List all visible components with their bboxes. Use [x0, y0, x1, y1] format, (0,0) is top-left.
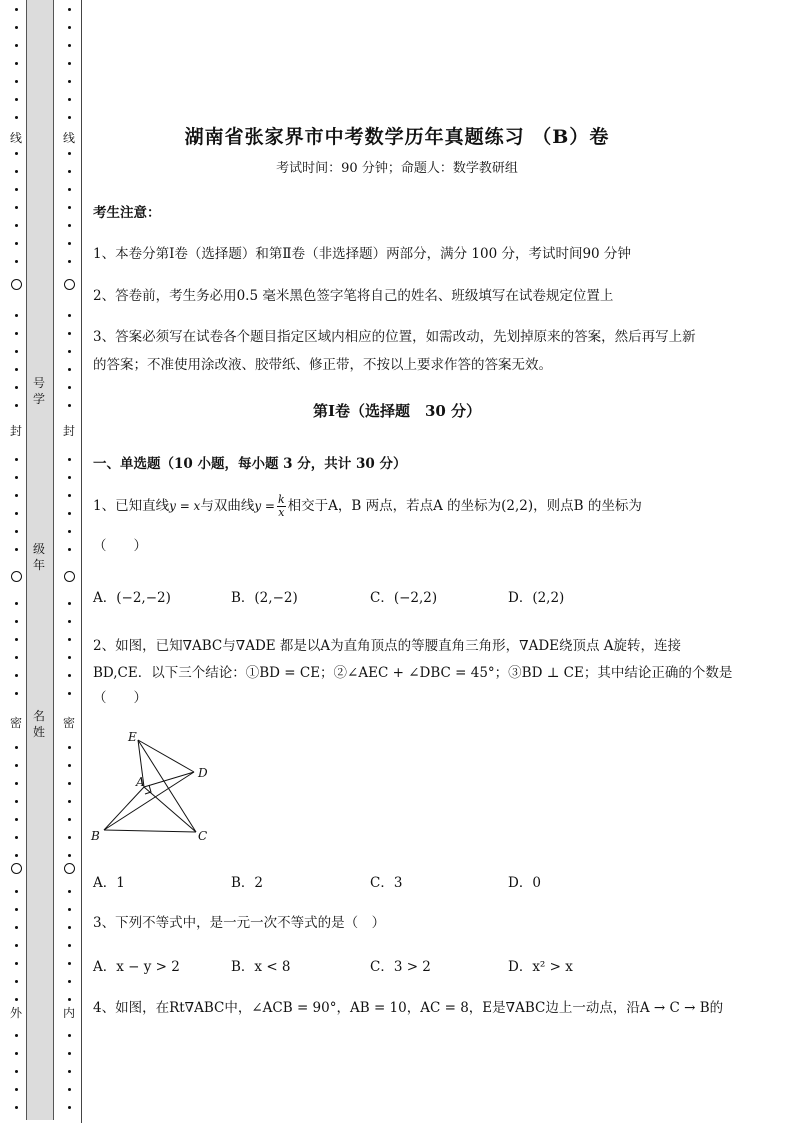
inner-margin-dot	[68, 548, 71, 551]
outer-margin-dot	[15, 8, 18, 11]
inner-margin-dot	[68, 620, 71, 623]
q3-option-a: A．x − y > 2	[93, 959, 180, 975]
inner-margin-dot	[68, 782, 71, 785]
notice-item-1: 1、本卷分第Ⅰ卷（选择题）和第Ⅱ卷（非选择题）两部分，满分 100 分，考试时间90 分钟	[93, 246, 631, 262]
outer-margin-mark: 外	[9, 1006, 22, 1020]
fig-label-C: C	[198, 829, 208, 843]
outer-margin-dot	[15, 890, 18, 893]
inner-margin-dot	[68, 656, 71, 659]
inner-margin-dot	[68, 476, 71, 479]
outer-margin-dot	[15, 260, 18, 263]
q3-text: 3、下列不等式中，是一元一次不等式的是（ ）	[93, 915, 386, 931]
q2-option-a: A．1	[93, 875, 125, 891]
q2-option-b: B．2	[231, 875, 264, 891]
q1-frac-den: x	[278, 506, 285, 519]
outer-margin-dot	[15, 1034, 18, 1037]
outer-margin-dot	[15, 764, 18, 767]
inner-margin-mark: 线	[62, 131, 75, 145]
q1-option-d: D．(2,2)	[508, 590, 565, 606]
outer-margin-dot	[15, 944, 18, 947]
outer-margin-dot	[15, 314, 18, 317]
outer-margin-dot	[15, 782, 18, 785]
inner-margin-dot	[68, 926, 71, 929]
q1-frac-num: k	[277, 493, 285, 506]
outer-margin-dot	[15, 116, 18, 119]
q3-option-c: C．3 > 2	[370, 959, 431, 975]
q2-answer-paren: （ ）	[93, 690, 147, 706]
outer-margin-dot	[15, 242, 18, 245]
inner-margin-dot	[68, 962, 71, 965]
q1-text-b: 与双曲线	[200, 498, 255, 514]
q1-option-a: A．(−2,−2)	[93, 590, 171, 606]
q1-fraction	[277, 494, 286, 519]
notice-item-3: 3、答案必须写在试卷各个题目指定区域内相应的位置，如需改动，先划掉原来的答案，然后再写上新	[93, 329, 696, 345]
inner-margin-dot	[68, 44, 71, 47]
outer-margin-dot	[15, 674, 18, 677]
inner-margin-dot	[68, 674, 71, 677]
outer-margin-dot	[15, 656, 18, 659]
fig-seg-BD	[104, 772, 194, 830]
outer-margin-dot	[15, 980, 18, 983]
outer-margin-dot	[15, 458, 18, 461]
outer-margin-dot	[15, 476, 18, 479]
notice-item-3-cont: 的答案；不准使用涂改液、胶带纸、修正带，不按以上要求作答的答案无效。	[93, 357, 552, 373]
inner-margin-dot	[68, 80, 71, 83]
outer-margin-mark: 封	[9, 424, 22, 438]
outer-margin-dot	[15, 386, 18, 389]
inner-margin-dot	[68, 1106, 71, 1109]
inner-margin-dot	[68, 764, 71, 767]
outer-margin-dot	[15, 926, 18, 929]
outer-margin-dot	[15, 746, 18, 749]
question-1	[93, 494, 642, 519]
fig-label-B: B	[91, 829, 100, 843]
q3-option-d: D．x² > x	[508, 959, 573, 975]
inner-margin-mark: 密	[62, 716, 75, 730]
exam-subtitle: 考试时间：90 分钟；命题人：数学教研组	[276, 161, 518, 176]
outer-margin-dot	[15, 26, 18, 29]
field-label-student-no: 号学	[32, 376, 45, 406]
outer-margin-dot	[15, 908, 18, 911]
inner-margin-dot	[68, 116, 71, 119]
outer-margin-dot	[15, 638, 18, 641]
inner-margin-dot	[68, 62, 71, 65]
q1-eq-hyperbola: y =	[254, 499, 275, 513]
inner-margin-dot	[68, 152, 71, 155]
q1-answer-paren: （ ）	[93, 538, 147, 554]
outer-margin-circle-mark	[11, 571, 22, 582]
fig-label-A: A	[136, 775, 145, 789]
section-title: 第Ⅰ卷（选择题 30 分）	[312, 402, 482, 420]
q1-option-c: C．(−2,2)	[370, 590, 438, 606]
outer-margin-dot	[15, 818, 18, 821]
inner-margin-dot	[68, 692, 71, 695]
inner-margin-dot	[68, 980, 71, 983]
outer-margin-dot	[15, 602, 18, 605]
outer-margin-dot	[15, 62, 18, 65]
outer-margin-mark: 线	[9, 131, 22, 145]
inner-margin-dot	[68, 818, 71, 821]
q1-option-b: B．(2,−2)	[231, 590, 298, 606]
outer-margin-dot	[15, 1088, 18, 1091]
inner-margin-dot	[68, 512, 71, 515]
outer-margin-dot	[15, 692, 18, 695]
outer-margin-dot	[15, 98, 18, 101]
outer-margin-dot	[15, 80, 18, 83]
inner-margin-dot	[68, 1034, 71, 1037]
outer-margin-dot	[15, 224, 18, 227]
outer-margin-dot	[15, 350, 18, 353]
field-label-name: 名姓	[32, 709, 45, 739]
notice-item-2: 2、答卷前，考生务必用0.5 毫米黑色签字笔将自己的姓名、班级填写在试卷规定位置上	[93, 288, 614, 304]
inner-margin-dot	[68, 206, 71, 209]
outer-margin-mark: 密	[9, 716, 22, 730]
q2-option-d: D．0	[508, 875, 541, 891]
inner-margin-dot	[68, 998, 71, 1001]
outer-margin-circle-mark	[11, 279, 22, 290]
outer-margin-dot	[15, 998, 18, 1001]
inner-margin-dot	[68, 332, 71, 335]
fig-seg-BC	[104, 830, 196, 832]
exam-title: 湖南省张家界市中考数学历年真题练习 （B）卷	[184, 126, 610, 148]
q2-option-c: C．3	[370, 875, 403, 891]
outer-margin-dot	[15, 1106, 18, 1109]
q3-option-b: B．x < 8	[231, 959, 291, 975]
inner-margin-dot	[68, 944, 71, 947]
inner-margin-circle-mark	[64, 863, 75, 874]
outer-margin-dot	[15, 332, 18, 335]
inner-margin-dot	[68, 386, 71, 389]
outer-margin-dot	[15, 800, 18, 803]
fig-seg-ED	[138, 740, 194, 772]
inner-margin-dot	[68, 890, 71, 893]
inner-margin-dot	[68, 1070, 71, 1073]
fig-label-D: D	[198, 766, 208, 780]
outer-margin-dot	[15, 530, 18, 533]
fig-seg-AC	[144, 787, 196, 832]
inner-margin-dot	[68, 1088, 71, 1091]
q1-text-a: 1、已知直线	[93, 498, 170, 514]
inner-margin-dot	[68, 494, 71, 497]
inner-margin-dot	[68, 854, 71, 857]
outer-margin-dot	[15, 206, 18, 209]
inner-margin-dot	[68, 8, 71, 11]
outer-margin-dot	[15, 836, 18, 839]
q2-text-line1: 2、如图，已知∇ABC与∇ADE 都是以A为直角顶点的等腰直角三角形，∇ADE绕顶点 A旋转，连接	[93, 638, 682, 654]
inner-margin-dot	[68, 638, 71, 641]
part-heading: 一、单选题（10 小题，每小题 3 分，共计 30 分）	[93, 456, 407, 472]
outer-margin-dot	[15, 152, 18, 155]
outer-margin-dot	[15, 854, 18, 857]
inner-margin-dot	[68, 314, 71, 317]
outer-margin-dot	[15, 188, 18, 191]
outer-margin-dot	[15, 44, 18, 47]
inner-margin-dot	[68, 458, 71, 461]
outer-margin-dot	[15, 1070, 18, 1073]
inner-margin-dot	[68, 188, 71, 191]
fig-seg-AD	[144, 772, 194, 787]
outer-margin-dot	[15, 548, 18, 551]
outer-margin-dot	[15, 1052, 18, 1055]
outer-margin-circle-mark	[11, 863, 22, 874]
q2-figure	[88, 724, 224, 846]
inner-margin-mark: 内	[62, 1006, 75, 1020]
q2-text-line2: BD,CE．以下三个结论：①BD = CE；②∠AEC + ∠DBC = 45°；③BD ⊥ CE；其中结论正确的个数是	[93, 665, 733, 681]
outer-margin-dot	[15, 962, 18, 965]
inner-margin-dot	[68, 350, 71, 353]
inner-margin-dot	[68, 242, 71, 245]
field-label-grade: 级年	[32, 542, 45, 572]
inner-margin-dot	[68, 1052, 71, 1055]
notice-heading: 考生注意：	[93, 205, 161, 221]
inner-margin-dot	[68, 602, 71, 605]
inner-margin-dot	[68, 836, 71, 839]
inner-margin-dot	[68, 260, 71, 263]
inner-margin-dot	[68, 98, 71, 101]
inner-margin-dot	[68, 530, 71, 533]
q1-eq-line: y = x	[169, 499, 201, 513]
q4-text: 4、如图，在Rt∇ABC中，∠ACB = 90°，AB = 10，AC = 8，E是∇ABC边上一动点，沿A → C → B的	[93, 1000, 724, 1016]
inner-margin-dot	[68, 746, 71, 749]
inner-margin-dot	[68, 368, 71, 371]
fig-label-E: E	[128, 730, 137, 744]
inner-margin-dot	[68, 224, 71, 227]
outer-margin-dot	[15, 620, 18, 623]
inner-margin-dot	[68, 26, 71, 29]
inner-margin-dot	[68, 800, 71, 803]
inner-margin-dot	[68, 908, 71, 911]
outer-margin-dot	[15, 494, 18, 497]
inner-margin-mark: 封	[62, 424, 75, 438]
outer-margin-dot	[15, 512, 18, 515]
outer-margin-dot	[15, 368, 18, 371]
inner-margin-circle-mark	[64, 571, 75, 582]
q1-text-c: 相交于A，B 两点，若点A 的坐标为(2,2)，则点B 的坐标为	[287, 498, 642, 514]
inner-margin-circle-mark	[64, 279, 75, 290]
